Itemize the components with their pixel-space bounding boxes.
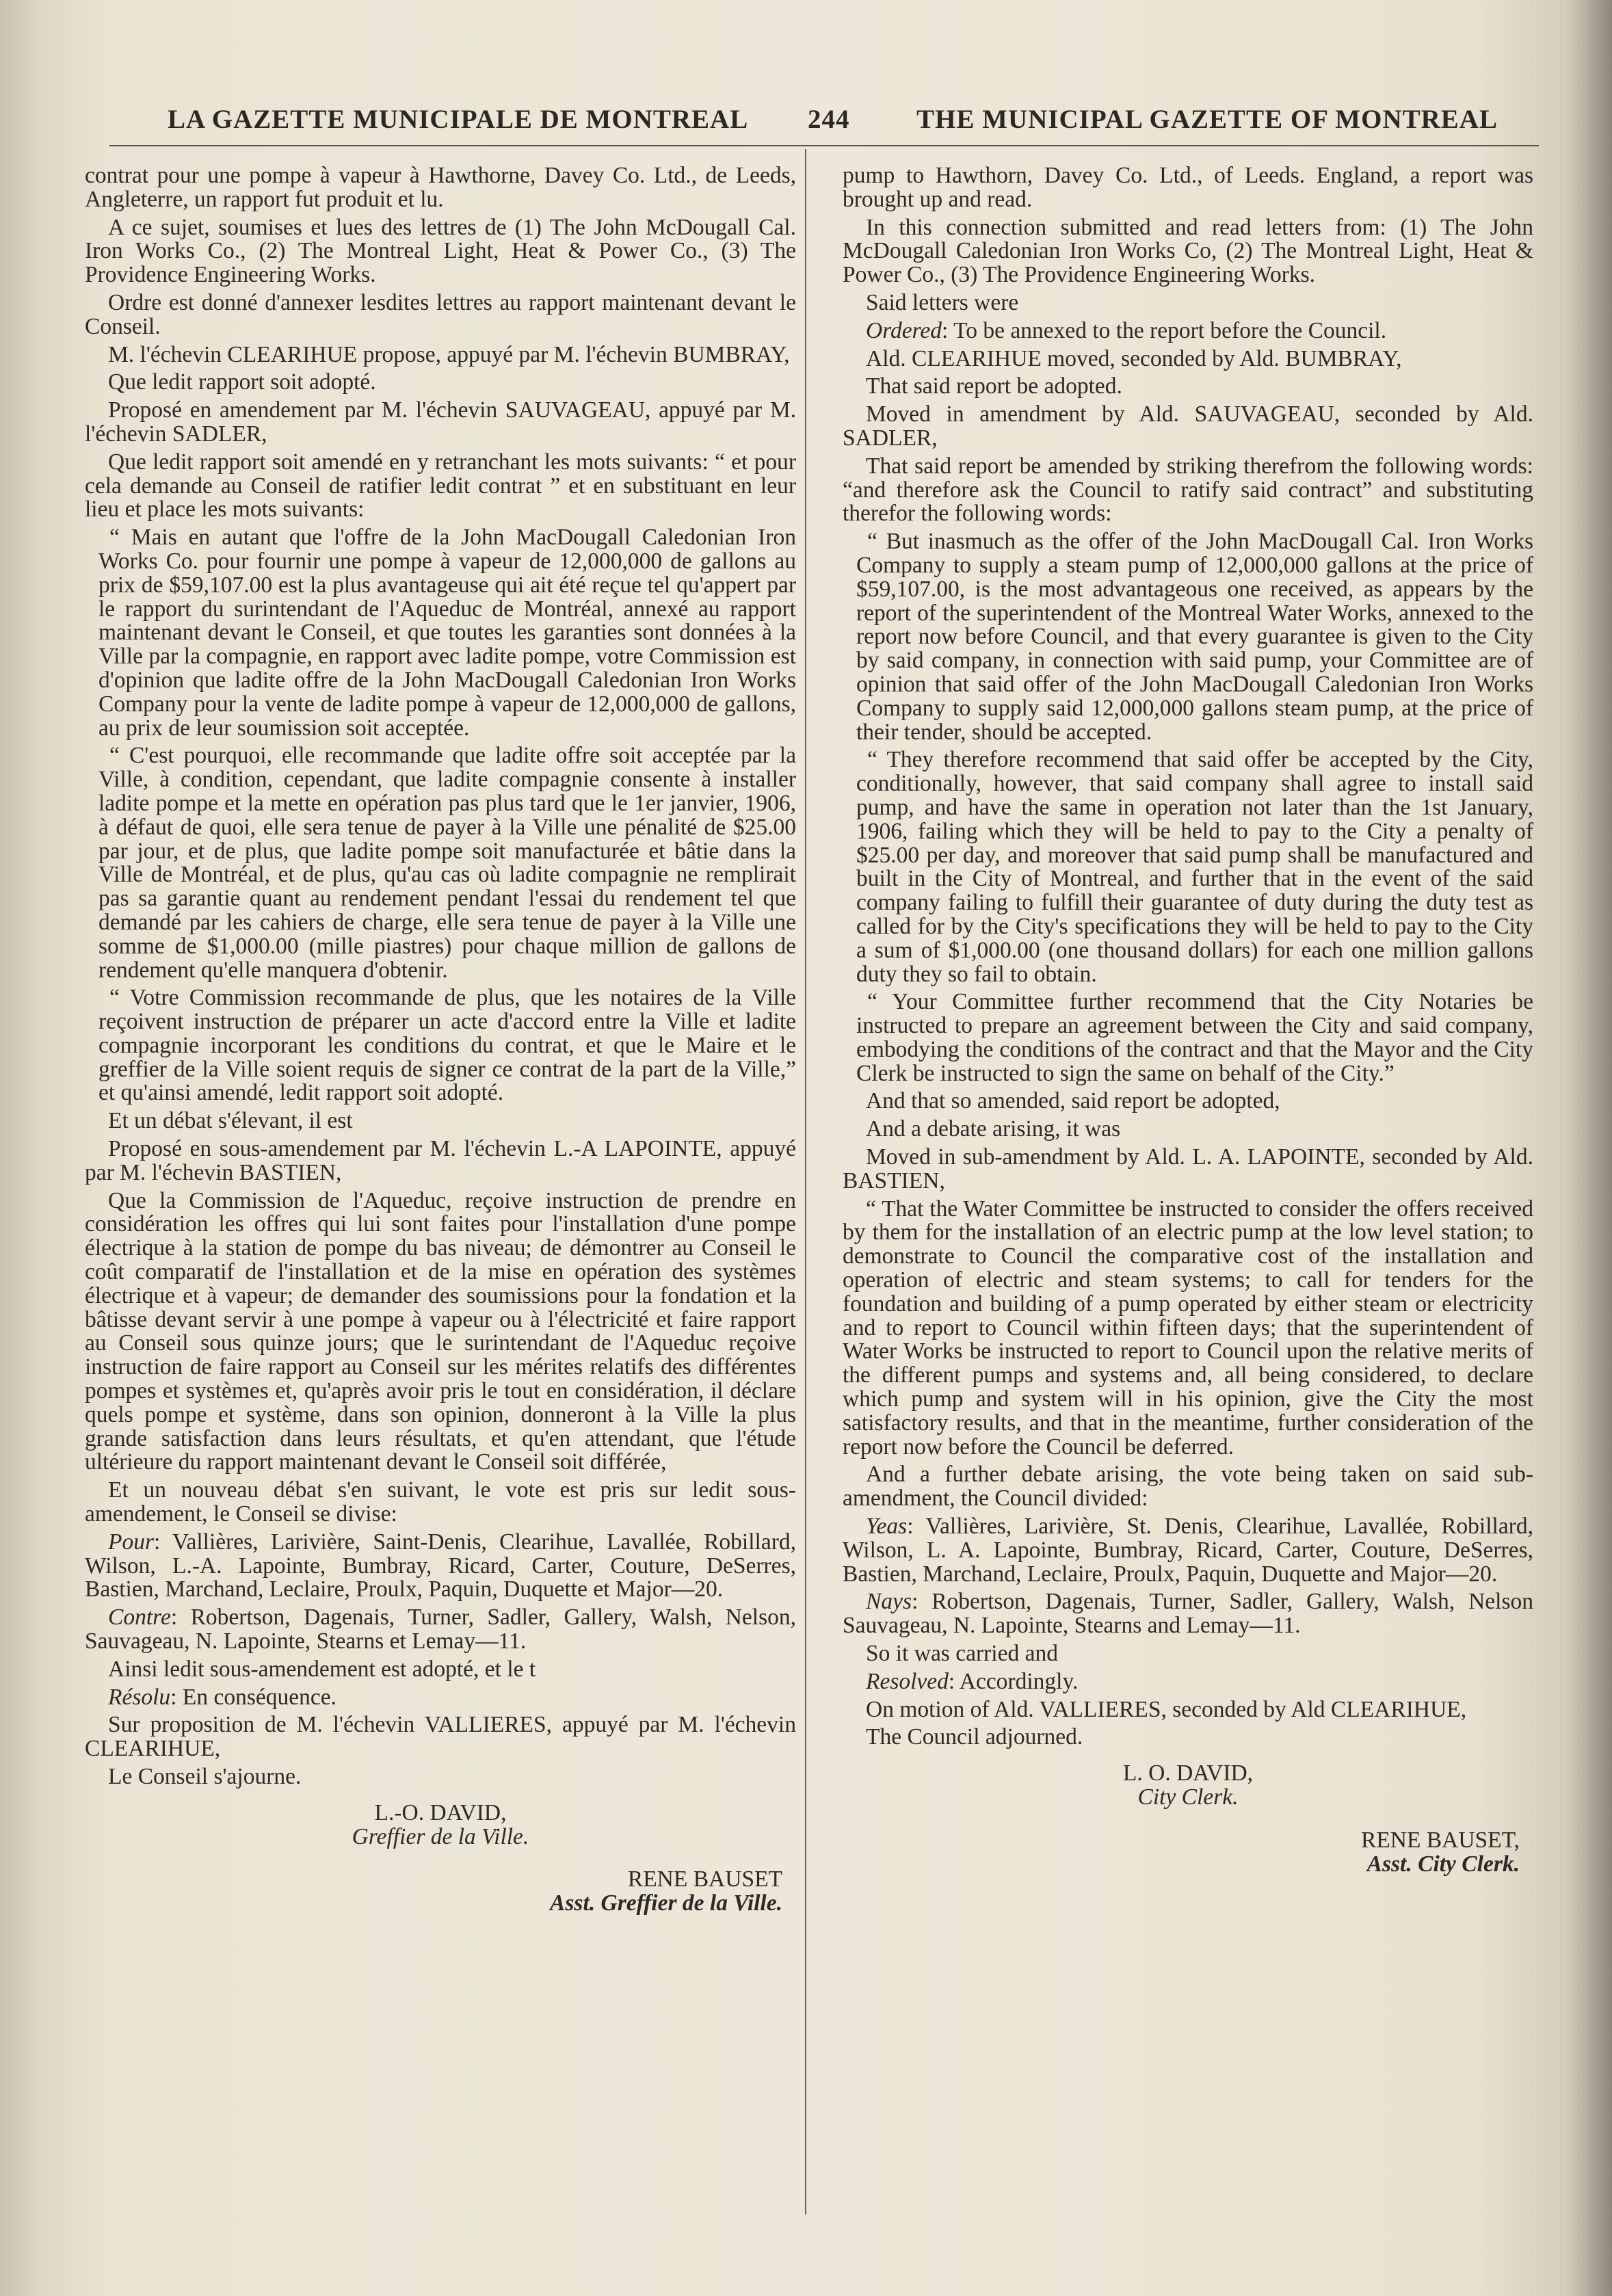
paragraph: A ce sujet, soumises et lues des lettres de (1) The John McDougall Cal. Iron Works Co., (2) The Montreal Light, Heat & Power Co., (3) The Providence Engineering Works. (85, 214, 796, 288)
paragraph: The Council adjourned. (866, 1724, 1083, 1750)
resolution (85, 1686, 796, 1710)
vote-contre-names: : Robertson, Dagenais, Turner, Sadler, Gallery, Walsh, Nelson, Sauvageau, N. Lapointe, Stearns et Lemay—11. (85, 1605, 796, 1654)
paragraph: So it was carried and (866, 1641, 1058, 1667)
vote-nays (843, 1590, 1533, 1638)
paragraph: Que ledit rapport soit amendé en y retranchant les mots suivants: “ et pour cela demande au Conseil de ratifier ledit contrat ” et en substituant en leur lieu et place les mots suivants: (85, 449, 796, 523)
quoted-paragraph: “ They therefore recommend that said offer be accepted by the City, conditionally, however, that said company shall agree to install said pump, and have the same in operation not later than the 1st January, 1906, failing which they will be held to pay to the City a penalty of $25.00 per day, and moreover that said pump shall be manufactured and built in the City of Montreal, and further that in the event of the said company failing to fulfill their guarantee of duty during the duty test as called for by the City's specifications they will be held to pay to the City a sum of $1,000.00 (one thousand dollars) for each one million gallons duty they so fail to obtain. (856, 747, 1533, 987)
page-number: 244 (808, 105, 850, 134)
page-header (168, 96, 1498, 137)
quoted-paragraph: “ C'est pourquoi, elle recommande que ladite offre soit acceptée par la Ville, à condition, cependant, que ladite compagnie consente à installer ladite pompe et la mette en opération pas plus tard que le 1er janvier, 1906, à défaut de quoi, elle sera tenue de payer à la Ville une pénalité de $25.00 par jour, et de plus, que ladite pompe soit manufacturée et bâtie dans la Ville de Montréal, et de plus, qu'au cas où ladite compagnie ne remplirait pas sa garantie quant au rendement pendant l'essai du rendement tel que demandé par les cahiers de charge, elle sera tenue de payer à la Ville une somme de $1,000.00 (mille piastres) pour chaque million de gallons de rendement qu'elle manquera d'obtenir. (98, 743, 796, 983)
resolution (843, 1670, 1533, 1694)
ordered (843, 319, 1533, 343)
quoted-paragraph: “ Mais en autant que l'offre de la John MacDougall Caledonian Iron Works Co. pour fournir une pompe à vapeur de 12,000,000 de gallons au prix de $59,107.00 est la plus avantageuse qui ait été reçue tel qu'appert par le rapport du surintendant de l'Aqueduc de Montréal, annexé au rapport maintenant devant le Conseil, et que toutes les garanties sont données à la Ville par la compagnie, en rapport avec ladite pompe, votre Commission est d'opinion que ladite offre de la John MacDougall Caledonian Iron Works Company pour la vente de ladite pompe à vapeur de 12,000,000 de gallons, au prix de leur soumission soit acceptée. (98, 525, 796, 741)
signature-role: Asst. Greffier de la Ville. (550, 1890, 782, 1916)
paragraph: Said letters were (866, 289, 1019, 315)
vote-nays-names: : Robertson, Dagenais, Turner, Sadler, Gallery, Walsh, Nelson Sauvageau, N. Lapointe, Stearns and Lemay—11. (843, 1589, 1533, 1639)
vote-contre (85, 1606, 796, 1654)
signature-assistant (843, 1829, 1533, 1877)
paragraph: Ald. CLEARIHUE moved, seconded by Ald. BUMBRAY, (866, 345, 1402, 371)
paragraph: Sur proposition de M. l'échevin VALLIERES, appuyé par M. l'échevin CLEARIHUE, (85, 1712, 796, 1762)
paragraph: Ordre est donné d'annexer lesdites lettres au rapport maintenant devant le Conseil. (85, 289, 796, 339)
paragraph: In this connection submitted and read letters from: (1) The John McDougall Caledonian Iron Works Co, (2) The Montreal Light, Heat & Power Co., (3) The Providence Engineering Works. (843, 214, 1533, 288)
english-column (843, 164, 1533, 1876)
header-english-title: THE MUNICIPAL GAZETTE OF MONTREAL (916, 105, 1498, 134)
signature-clerk (85, 1799, 796, 1849)
paragraph: Que ledit rapport soit adopté. (108, 369, 376, 395)
paragraph: Que la Commission de l'Aqueduc, reçoive instruction de prendre en considération les offres qui lui sont faites pour l'installation d'une pompe électrique à la station de pompe du bas niveau; de démontrer au Conseil le coût comparatif de l'installation et de la mise en opération des systèmes électrique et à vapeur; de demander des soumissions pour la fondation et la bâtisse devant servir à une pompe à vapeur ou à l'électricité et faire rapport au Conseil sous quinze jours; que le surintendant de l'Aqueduc reçoive instruction de faire rapport au Conseil sur les mérites relatifs des différentes pompes et systèmes et, qu'après avoir pris le tout en considération, il déclare quels pompe et système, dans son opinion, donneront à la Ville la plus grande satisfaction dans leurs résultats, et qu'en attendant, que l'étude ultérieure du rapport maintenant devant le Conseil soit différée, (85, 1187, 796, 1475)
signature-name: L.-O. DAVID, (374, 1799, 507, 1825)
resolu-label: Résolu (108, 1684, 171, 1710)
vote-nays-label: Nays (866, 1589, 912, 1615)
signature-role: Asst. City Clerk. (1366, 1851, 1520, 1877)
signature-name: L. O. DAVID, (1122, 1760, 1254, 1786)
paragraph: M. l'échevin CLEARIHUE propose, appuyé par M. l'échevin BUMBRAY, (108, 341, 790, 367)
paragraph: Proposé en sous-amendement par M. l'échevin L.-A LAPOINTE, appuyé par M. l'échevin BASTIEN, (85, 1136, 796, 1185)
vote-yeas-names: : Vallières, Larivière, St. Denis, Clearihue, Lavallée, Robillard, Wilson, L. A. Lapointe, Bumbray, Ricard, Carter, Couture, DeSerres, Bastien, Marchand, Leclaire, Proulx, Paquin, Duquette and Major—20. (843, 1514, 1533, 1587)
french-column (85, 164, 796, 1916)
paragraph: pump to Hawthorn, Davey Co. Ltd., of Leeds. England, a report was brought up and read. (843, 163, 1533, 212)
vote-contre-label: Contre (108, 1605, 171, 1631)
vote-yeas (843, 1515, 1533, 1586)
paragraph: And that so amended, said report be adopted, (866, 1088, 1280, 1114)
paragraph: Le Conseil s'ajourne. (108, 1764, 302, 1789)
resolu-text: : En conséquence. (170, 1684, 336, 1710)
paragraph: That said report be amended by striking therefrom the following words: “and therefore ask the Council to ratify said contract” and substituting therefor the following words: (843, 453, 1533, 527)
resolved-label: Resolved (866, 1668, 949, 1694)
signature-name: RENE BAUSET, (1360, 1827, 1520, 1853)
signature-name: RENE BAUSET (627, 1866, 782, 1892)
ordered-label: Ordered (866, 317, 942, 343)
paragraph: Proposé en amendement par M. l'échevin SAUVAGEAU, appuyé par M. l'échevin SADLER, (85, 397, 796, 447)
paragraph: Moved in sub-amendment by Ald. L. A. LAPOINTE, seconded by Ald. BASTIEN, (843, 1144, 1533, 1193)
signature-role: City Clerk. (1137, 1784, 1239, 1810)
quoted-paragraph: “ Your Committee further recommend that the City Notaries be instructed to prepare an agreement between the City and said company, embodying the conditions of the contract and that the Mayor and the City Clerk be instructed to sign the same on behalf of the City.” (856, 989, 1533, 1086)
signature-clerk (843, 1762, 1533, 1810)
column-divider (805, 149, 806, 2215)
paragraph: contrat pour une pompe à vapeur à Hawthorne, Davey Co. Ltd., de Leeds, Angleterre, un rapport fut produit et lu. (85, 163, 796, 212)
paragraph: Et un nouveau débat s'en suivant, le vote est pris sur ledit sous-amendement, le Conseil se divise: (85, 1477, 796, 1527)
header-rule (109, 145, 1539, 146)
quoted-paragraph: “ But inasmuch as the offer of the John MacDougall Cal. Iron Works Company to supply a steam pump of 12,000,000 gallons at the price of $59,107.00, is the most advantageous one received, as appears by the report of the superintendent of the Montreal Water Works, annexed to the report now before Council, and that every guarantee is given to the City by said company, in connection with said pump, your Committee are of opinion that said offer of the John MacDougall Caledonian Iron Works Company to supply said 12,000,000 gallons steam pump, at the price of their tender, should be accepted. (856, 529, 1533, 745)
paragraph: On motion of Ald. VALLIERES, seconded by Ald CLEARIHUE, (866, 1696, 1467, 1722)
vote-pour-names: : Vallières, Larivière, Saint-Denis, Clearihue, Lavallée, Robillard, Wilson, L.-A. Lapointe, Bumbray, Ricard, Carter, Couture, DeSerres, Bastien, Marchand, Leclaire, Proulx, Paquin, Duquette et Major—20. (85, 1529, 796, 1602)
paragraph: And a debate arising, it was (866, 1116, 1121, 1142)
vote-pour (85, 1531, 796, 1602)
paragraph: That said report be adopted. (866, 373, 1122, 399)
resolved-text: : Accordingly. (948, 1668, 1079, 1694)
paragraph: “ That the Water Committee be instructed to consider the offers received by them for the installation of an electric pump at the low level station; to demonstrate to Council the comparative cost of the installation and operation of electric and steam systems; to call for tenders for the foundation and building of a pump operated by either steam or electricity and to report to Council within fifteen days; that the superintendent of Water Works be instructed to report to Council upon the relative merits of the different pumps and systems and, all being considered, to declare which pump and system will in his opinion, give the City the most satisfactory results, and that in the meantime, further consideration of the report now before the Council be deferred. (843, 1196, 1533, 1460)
paragraph: Ainsi ledit sous-amendement est adopté, et le t (108, 1656, 536, 1682)
signature-role: Greffier de la Ville. (352, 1823, 529, 1849)
paragraph: Et un débat s'élevant, il est (108, 1108, 353, 1134)
vote-yeas-label: Yeas (866, 1514, 908, 1540)
quoted-paragraph: “ Votre Commission recommande de plus, que les notaires de la Ville reçoivent instruction de préparer un acte d'accord entre la Ville et ladite compagnie incorporant les conditions du contrat, et que le Maire et le greffier de la Ville soient requis de signer ce contrat de la part de la Ville,” et qu'ainsi amendé, ledit rapport soit adopté. (98, 985, 796, 1106)
paragraph: And a further debate arising, the vote being taken on said sub-amendment, the Council divided: (843, 1462, 1533, 1512)
signature-assistant (85, 1868, 796, 1916)
ordered-text: : To be annexed to the report before the Council. (942, 317, 1387, 343)
header-french-title: LA GAZETTE MUNICIPALE DE MONTREAL (168, 105, 749, 134)
vote-pour-label: Pour (108, 1529, 154, 1555)
paragraph: Moved in amendment by Ald. SAUVAGEAU, seconded by Ald. SADLER, (843, 401, 1533, 451)
